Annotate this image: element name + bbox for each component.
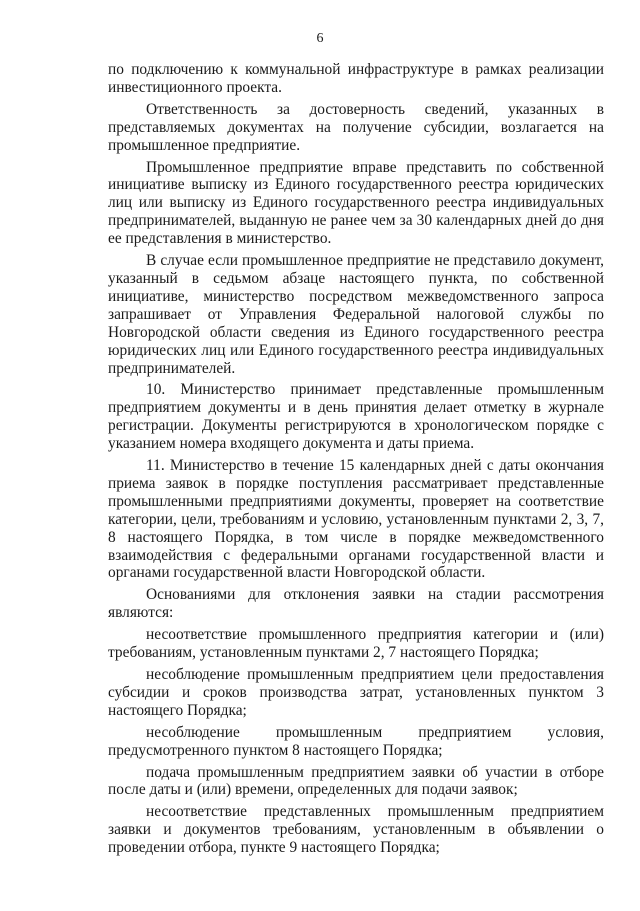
rejection-ground-late-submission: подача промышленным предприятием заявки об участии в отборе после даты и (или) времени, определенных для подачи заявок; [108,763,604,799]
rejection-ground-documents: несоответствие представленных промышленным предприятием заявки и документов требованиям, установленным в объявлении о проведении отбора, пункте 9 настоящего Порядка; [108,803,604,857]
paragraph-item-10: 10. Министерство принимает представленные промышленным предприятием документы и в день принятия делает отметку в журнале регистрации. Документы регистрируются в хронологическом порядке с указанием номера входящего документа и даты приема. [108,381,604,453]
rejection-ground-purpose: несоблюдение промышленным предприятием цели предоставления субсидии и сроков производства затрат, установленных пунктом 3 настоящего Порядка; [108,666,604,719]
page-number: 6 [316,31,324,46]
paragraph-registry-extract: Промышленное предприятие вправе представить по собственной инициативе выписку из Единого государственного реестра юридических лиц или выписку из Единого государственного реестра индивидуальных предпринимателей, выданную не ранее чем за 30 календарных дней до дня ее представления в министерство. [108,158,604,248]
rejection-ground-category: несоответствие промышленного предприятия категории и (или) требованиям, установленным пунктами 2, 7 настоящего Порядка; [108,626,604,662]
paragraph-rejection-grounds: Основаниями для отклонения заявки на стадии рассмотрения являются: [108,586,604,622]
paragraph-item-11: 11. Министерство в течение 15 календарных дней с даты окончания приема заявок в порядке поступления рассматривает представленные промышленными предприятиями документы, проверяет на соответствие категории, цели, требованиям и условию, установленным пунктами 2, 3, 7, 8 настоящего Порядка, в том числе в порядке межведомственного взаимодействия с федеральными органами государственной власти и органами государственной власти Новгородской области. [108,457,604,582]
paragraph-responsibility: Ответственность за достоверность сведений, указанных в представляемых документах на получение субсидии, возлагается на промышленное предприятие. [108,100,604,154]
paragraph-continuation: по подключению к коммунальной инфраструктуре в рамках реализации инвестиционного проекта. [108,61,604,96]
document-body [108,61,604,861]
rejection-ground-condition: несоблюдение промышленным предприятием условия, предусмотренного пунктом 8 настоящего Порядка; [108,723,604,759]
paragraph-interagency-request: В случае если промышленное предприятие не представило документ, указанный в седьмом абзаце настоящего пункта, по собственной инициативе, министерство посредством межведомственного запроса запрашивает от Управления Федеральной налоговой службы по Новгородской области сведения из Единого государственного реестра юридических лиц или Единого государственного реестра индивидуальных предпринимателей. [108,252,604,377]
